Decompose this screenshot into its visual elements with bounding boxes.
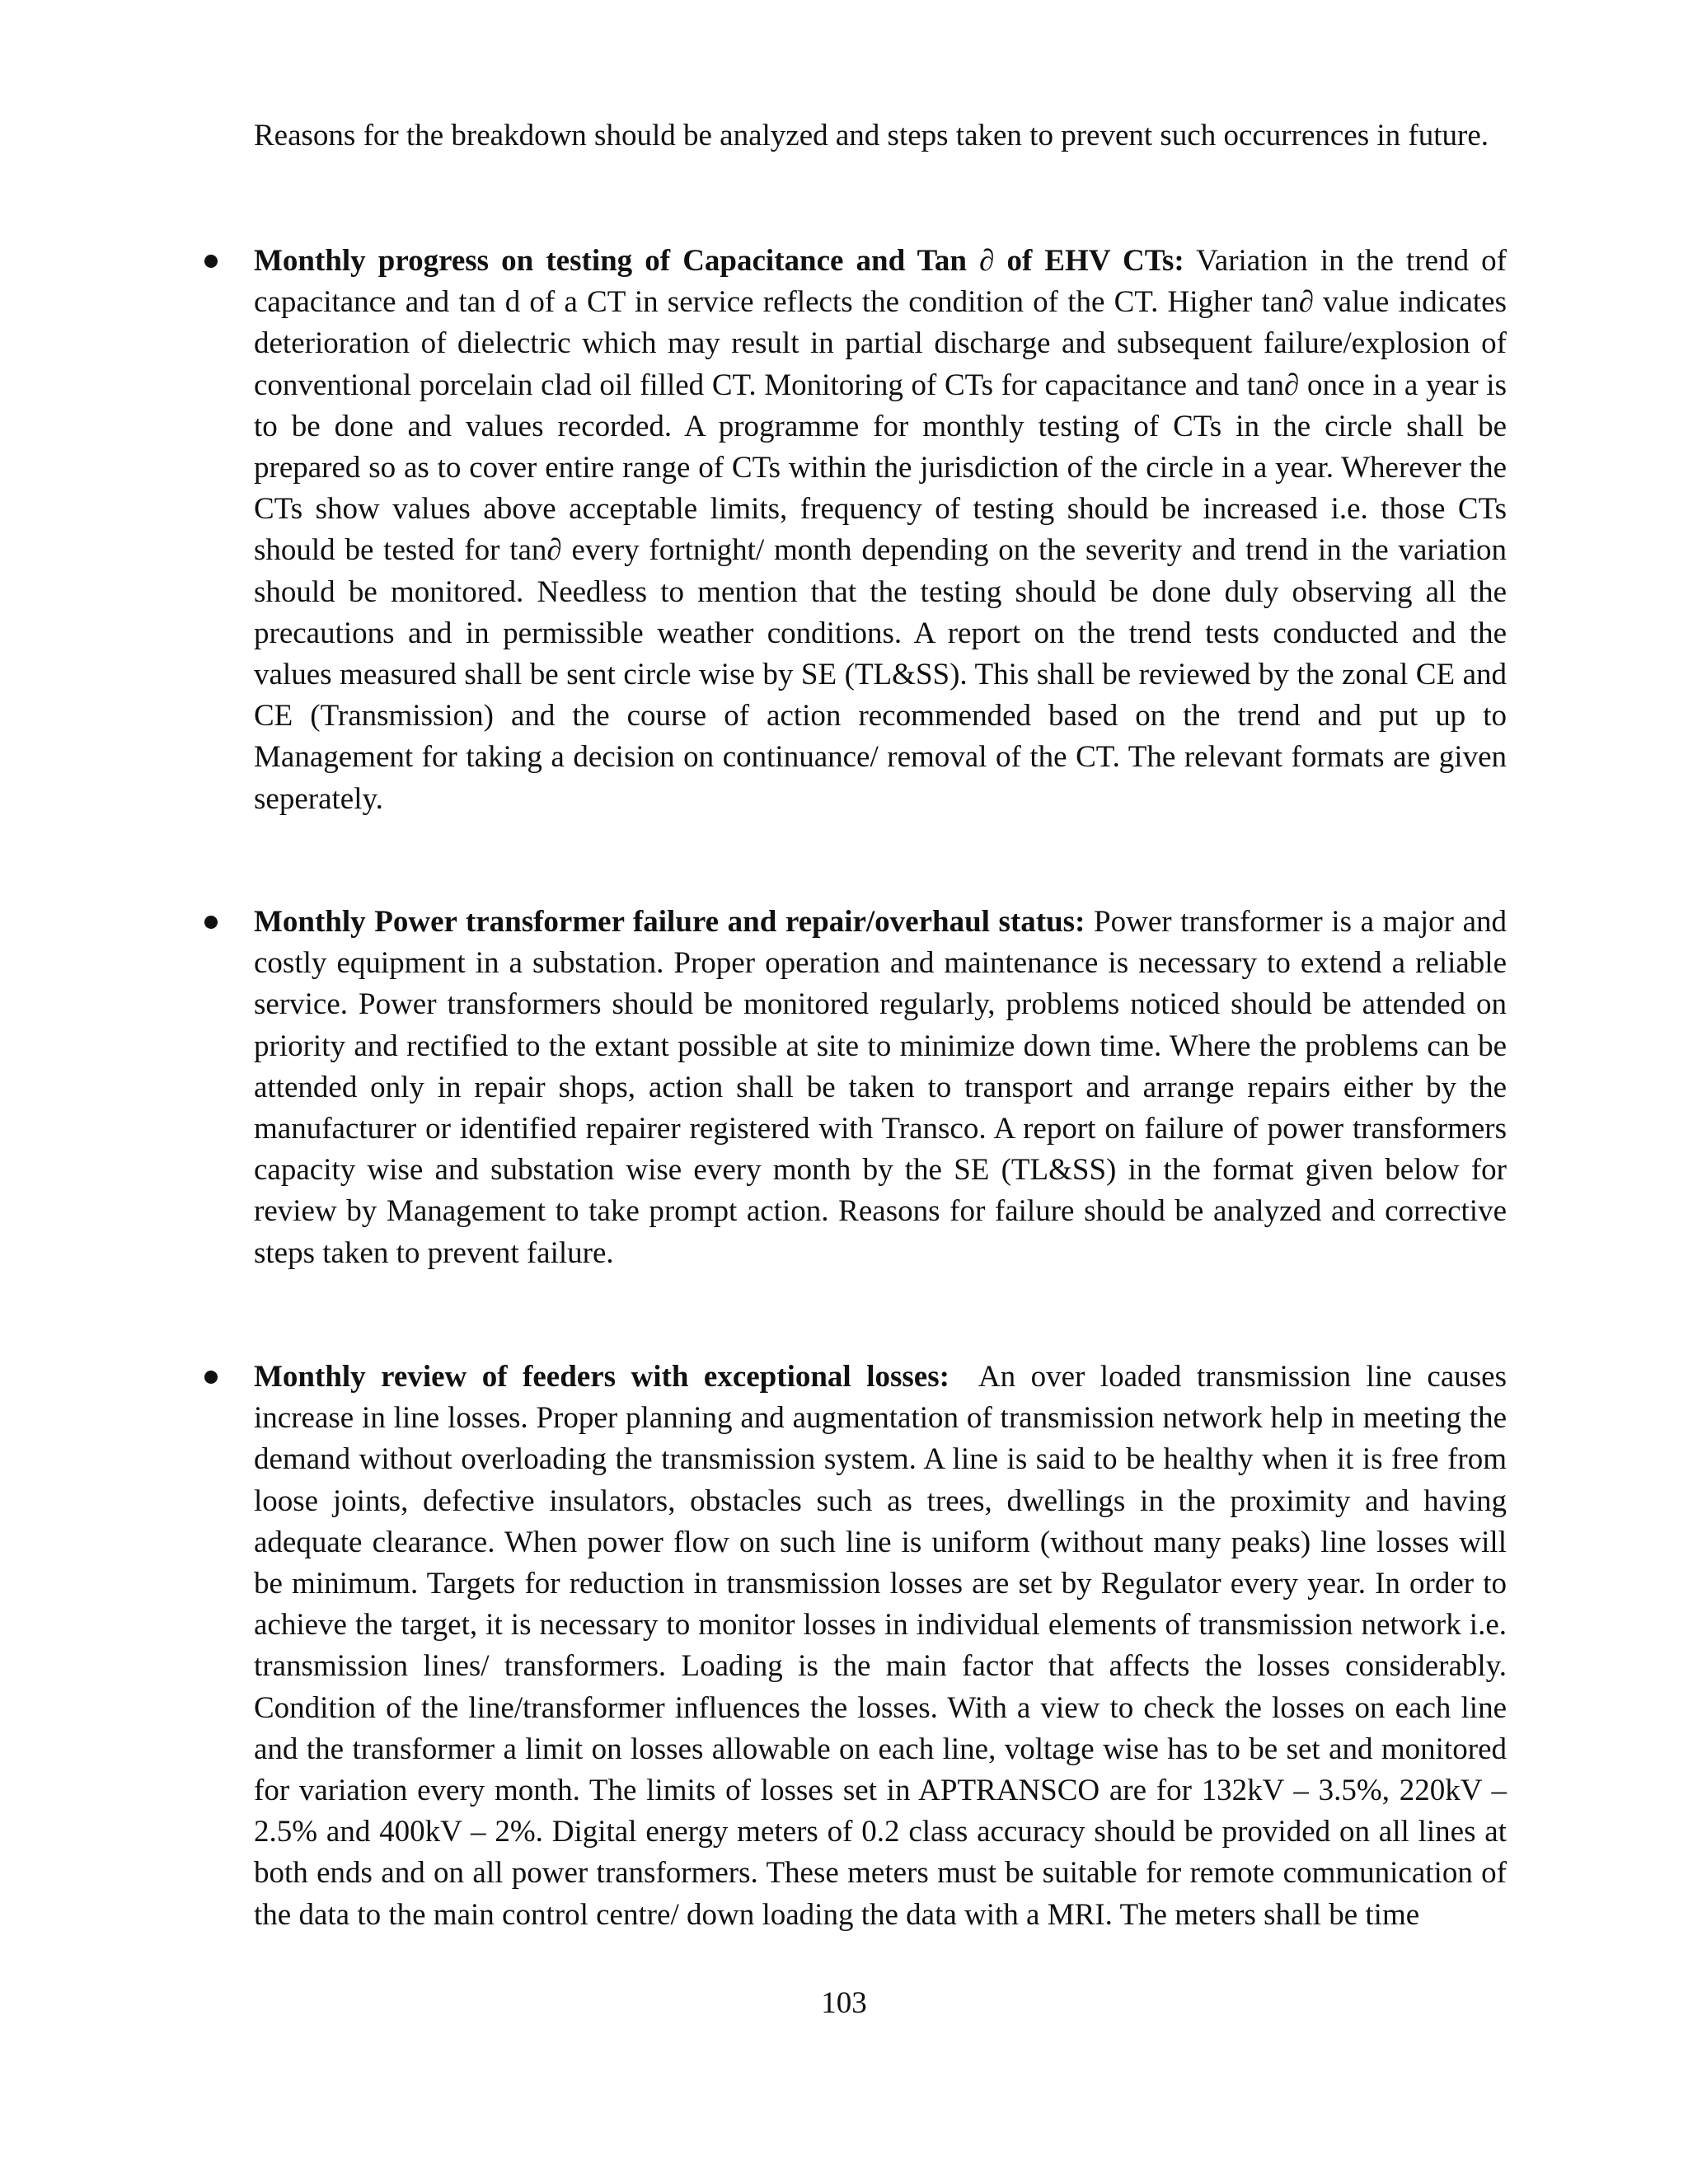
bullet-body: Variation in the trend of capacitance and tan d of a CT in service reflects the condition of the CT. Higher tan∂ value indicates deterioration of dielectric which may result in partial discharge and subsequent failure/explosion of conventional porcelain clad oil filled CT. Monitoring of CTs for capacitance and tan∂ once in a year is to be done and values recorded. A programme for monthly testing of CTs in the circle shall be prepared so as to cover entire range of CTs within the jurisdiction of the circle in a year. Wherever the CTs show values above acceptable limits, frequency of testing should be increased i.e. those CTs should be tested for tan∂ every fortnight/ month depending on the severity and trend in the variation should be monitored. Needless to mention that the testing should be done duly observing all the precautions and in permissible weather conditions. A report on the trend tests conducted and the values measured shall be sent circle wise by SE (TL&SS). This shall be reviewed by the zonal CE and CE (Transmission) and the course of action recommended based on the trend and put up to Management for taking a decision on continuance/ removal of the CT. The relevant formats are given seperately.: [254, 244, 1507, 816]
bullet-icon: [204, 916, 218, 929]
intro-paragraph: Reasons for the breakdown should be analyzed and steps taken to prevent such occurrences in future.: [254, 119, 1489, 152]
page-number: 103: [821, 1986, 867, 2020]
bullet-body: An over loaded transmission line causes increase in line losses. Proper planning and augmentation of transmission network help in meeting the demand without overloading the transmission system. A line is said to be healthy when it is free from loose joints, defective insulators, obstacles such as trees, dwellings in the proximity and having adequate clearance. When power flow on such line is uniform (without many peaks) line losses will be minimum. Targets for reduction in transmission losses are set by Regulator every year. In order to achieve the target, it is necessary to monitor losses in individual elements of transmission network i.e. transmission lines/ transformers. Loading is the main factor that affects the losses considerably. Condition of the line/transformer influences the losses. With a view to check the losses on each line and the transformer a limit on losses allowable on each line, voltage wise has to be set and monitored for variation every month. The limits of losses set in APTRANSCO are for 132kV – 3.5%, 220kV – 2.5% and 400kV – 2%. Digital energy meters of 0.2 class accuracy should be provided on all lines at both ends and on all power transformers. These meters must be suitable for remote communication of the data to the main control centre/ down loading the data with a MRI. The meters shall be time: [254, 1360, 1507, 1932]
bullet-icon: [204, 1371, 218, 1384]
bullet-paragraph: [254, 1357, 1507, 1936]
bullet-heading: Monthly Power transformer failure and repair/overhaul status:: [254, 905, 1085, 939]
bullet-icon: [204, 255, 218, 268]
bullet-paragraph: [254, 902, 1507, 1274]
bullet-body: Power transformer is a major and costly equipment in a substation. Proper operation and maintenance is necessary to extend a reliable service. Power transformers should be monitored regularly, problems noticed should be attended on priority and rectified to the extant possible at site to minimize down time. Where the problems can be attended only in repair shops, action shall be taken to transport and arrange repairs either by the manufacturer or identified repairer registered with Transco. A report on failure of power transformers capacity wise and substation wise every month by the SE (TL&SS) in the format given below for review by Management to take prompt action. Reasons for failure should be analyzed and corrective steps taken to prevent failure.: [254, 905, 1507, 1270]
bullet-paragraph: [254, 241, 1507, 820]
bullet-heading: Monthly progress on testing of Capacitance and Tan ∂ of EHV CTs:: [254, 244, 1184, 278]
bullet-heading: Monthly review of feeders with exceptional losses:: [254, 1360, 950, 1394]
